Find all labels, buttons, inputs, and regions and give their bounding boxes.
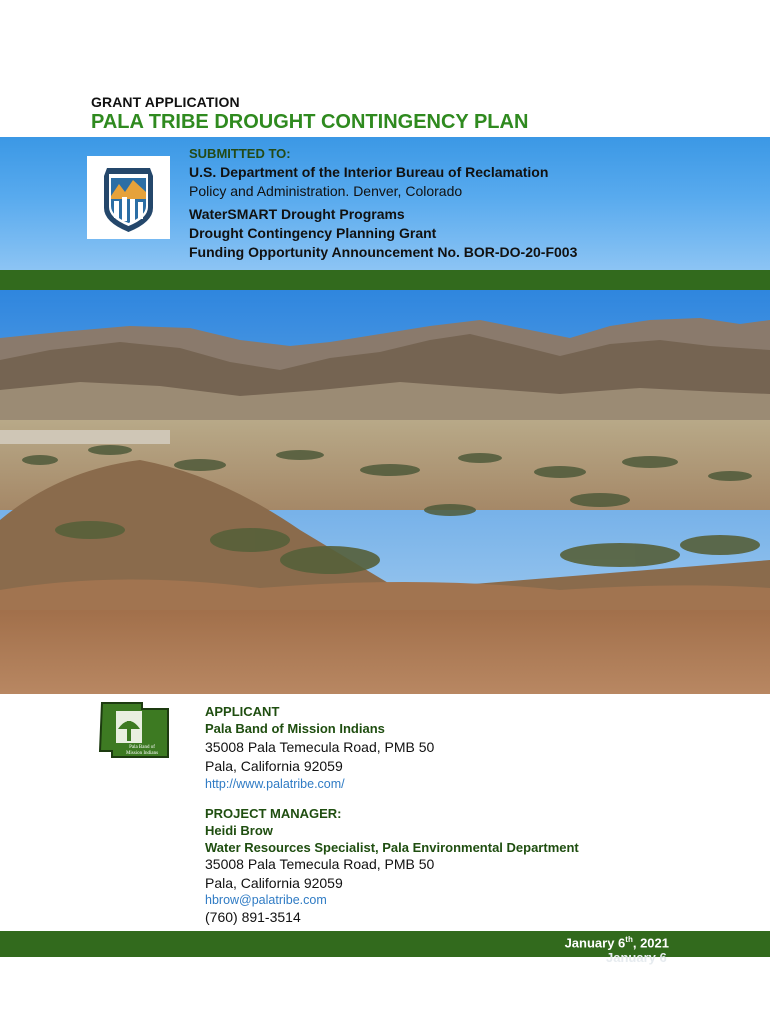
funding-opportunity-number: Funding Opportunity Announcement No. BOR-DO-20-F003: [189, 244, 578, 260]
applicant-address2: Pala, California 92059: [205, 758, 343, 774]
reclamation-logo: [87, 156, 170, 239]
project-manager-address2: Pala, California 92059: [205, 875, 343, 891]
applicant-label: APPLICANT: [205, 704, 280, 719]
pala-band-seal: [98, 699, 171, 761]
divider-band: [0, 270, 770, 290]
ghost-date-text: January 6: [606, 950, 667, 965]
agency-office: Policy and Administration. Denver, Colorado: [189, 183, 463, 199]
submission-date: January 6th, 2021: [564, 935, 669, 951]
page-title: PALA TRIBE DROUGHT CONTINGENCY PLAN: [91, 111, 529, 133]
project-manager-phone: (760) 891-3514: [205, 909, 301, 925]
grant-application-label: GRANT APPLICATION: [91, 94, 240, 110]
applicant-website-link[interactable]: http://www.palatribe.com/: [205, 777, 345, 791]
project-manager-name: Heidi Brow: [205, 823, 273, 838]
svg-text:Pala Band of: Pala Band of: [129, 745, 155, 750]
landscape-photo: [0, 290, 770, 694]
project-manager-email-link[interactable]: hbrow@palatribe.com: [205, 893, 327, 907]
applicant-address1: 35008 Pala Temecula Road, PMB 50: [205, 739, 435, 755]
agency-name: U.S. Department of the Interior Bureau of Reclamation: [189, 164, 549, 180]
program-name: WaterSMART Drought Programs: [189, 206, 405, 222]
project-manager-role: Water Resources Specialist, Pala Environmental Department: [205, 840, 579, 855]
project-manager-address1: 35008 Pala Temecula Road, PMB 50: [205, 856, 435, 872]
svg-text:Mission Indians: Mission Indians: [125, 751, 159, 756]
applicant-name: Pala Band of Mission Indians: [205, 721, 385, 736]
grant-name: Drought Contingency Planning Grant: [189, 225, 437, 241]
project-manager-label: PROJECT MANAGER:: [205, 806, 342, 821]
submitted-to-label: SUBMITTED TO:: [189, 146, 291, 161]
